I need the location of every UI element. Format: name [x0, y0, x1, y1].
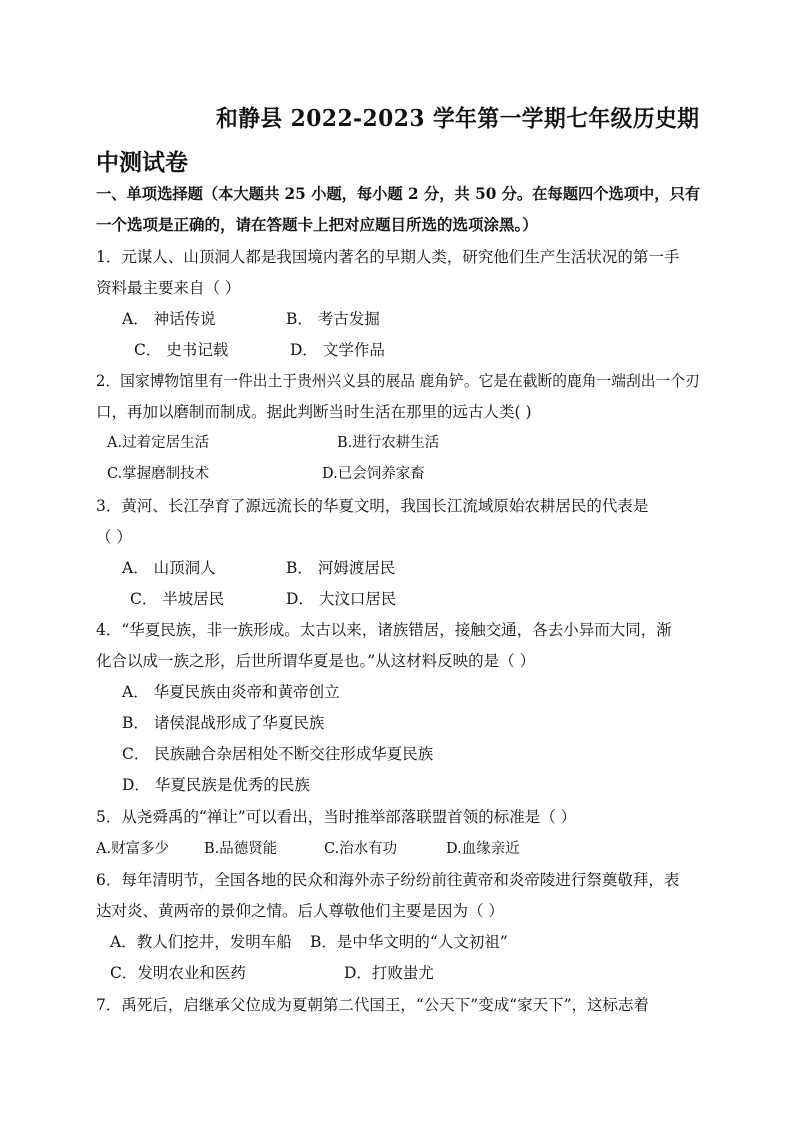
question-2-stem-line1: 2．国家博物馆里有一件出土于贵州兴义县的展品 鹿角铲。它是在截断的鹿角一端刮出一个刃 [96, 372, 700, 390]
section-instructions-line2: 一个选项是正确的，请在答题卡上把对应题目所选的选项涂黑。） [96, 215, 538, 234]
question-5-option-d: D.血缘亲近 [446, 841, 520, 857]
question-6-stem-line1: 6．每年清明节，全国各地的民众和海外赤子纷纷前往黄帝和炎帝陵进行祭奠敬拜，表 [96, 871, 680, 889]
question-6-stem-line2: 达对炎、黄两帝的景仰之情。后人尊敬他们主要是因为（ ） [96, 902, 504, 920]
question-1-option-d: D． 文学作品 [290, 341, 385, 359]
question-2-option-a: A.过着定居生活 [107, 435, 210, 451]
question-4-option-a: A． 华夏民族由炎帝和黄帝创立 [122, 683, 340, 701]
question-3-option-a: A． 山顶洞人 [122, 559, 216, 577]
question-3-option-d: D． 大汶口居民 [286, 590, 397, 608]
question-2-option-b: B.进行农耕生活 [337, 435, 440, 451]
question-3-stem-line2: （ ） [96, 528, 132, 546]
question-1-stem-line1: 1．元谋人、山顶洞人都是我国境内著名的早期人类，研究他们生产生活状况的第一手 [96, 248, 680, 266]
exam-title-line1: 和静县 2022-2023 学年第一学期七年级历史期 [216, 105, 700, 132]
question-6-option-d: D．打败蚩尤 [344, 964, 434, 982]
question-3-stem-line1: 3．黄河、长江孕育了源远流长的华夏文明，我国长江流域原始农耕居民的代表是 [96, 497, 649, 515]
question-4-stem-line1: 4．“华夏民族，非一族形成。太古以来，诸族错居，接触交通，各去小异而大同，渐 [96, 621, 672, 639]
exam-title-line2: 中测试卷 [96, 149, 188, 176]
question-2-option-d: D.已会饲养家畜 [322, 466, 425, 482]
question-2-stem-line2: 口，再加以磨制而制成。据此判断当时生活在那里的远古人类( ) [96, 403, 532, 421]
question-4-option-b: B． 诸侯混战形成了华夏民族 [122, 714, 325, 732]
question-3-option-b: B． 河姆渡居民 [286, 559, 396, 577]
question-1-stem-line2: 资料最主要来自（ ） [96, 279, 241, 297]
question-5-option-c: C.治水有功 [324, 841, 398, 857]
question-1-option-b: B． 考古发掘 [286, 310, 380, 328]
question-1-option-a: A． 神话传说 [122, 310, 216, 328]
question-5-stem-line1: 5．从尧舜禹的“禅让”可以看出，当时推举部落联盟首领的标准是（ ） [96, 808, 577, 826]
question-7-stem-line1: 7．禹死后，启继承父位成为夏朝第二代国王，“公天下”变成“家天下”，这标志着 [96, 996, 650, 1014]
question-3-option-c: C． 半坡居民 [130, 590, 225, 608]
question-5-option-a: A.财富多少 [96, 841, 170, 857]
question-6-option-c: C．发明农业和医药 [110, 964, 246, 982]
question-4-stem-line2: 化合以成一族之形，后世所谓华夏是也。”从这材料反映的是（ ） [96, 652, 536, 670]
question-2-option-c: C.掌握磨制技术 [107, 466, 210, 482]
question-6-option-b: B．是中华文明的“人文初祖” [310, 933, 508, 951]
question-1-option-c: C． 史书记载 [134, 341, 229, 359]
question-4-option-d: D． 华夏民族是优秀的民族 [122, 776, 310, 794]
question-6-option-a: A．教人们挖井，发明车船 [110, 933, 292, 951]
question-4-option-c: C． 民族融合杂居相处不断交往形成华夏民族 [122, 745, 434, 763]
section-instructions-line1: 一、单项选择题（本大题共 25 小题，每小题 2 分，共 50 分。在每题四个选项中，只有 [96, 184, 701, 203]
question-5-option-b: B.品德贤能 [204, 841, 278, 857]
